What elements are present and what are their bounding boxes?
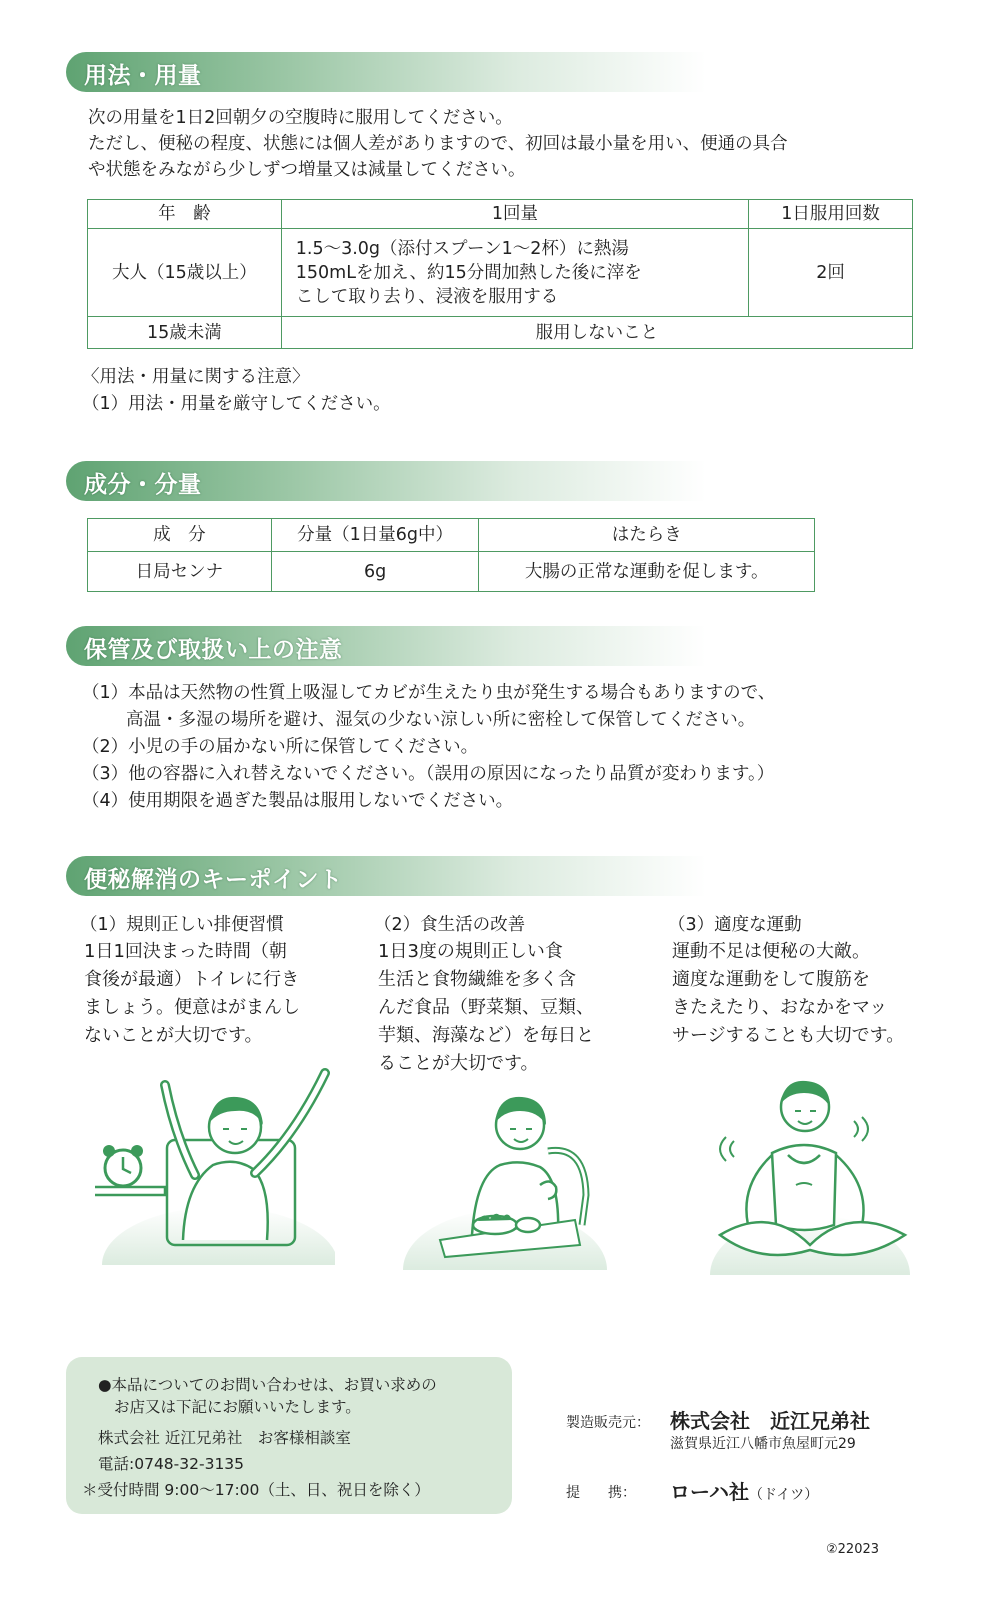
contact-box — [66, 1357, 512, 1514]
section-title: 便秘解消のキーポイント — [84, 867, 343, 893]
section-header-usage — [66, 52, 706, 92]
ingredients-table — [87, 518, 815, 592]
note-item: （1）用法・用量を厳守してください。 — [82, 394, 391, 414]
wake-up-woman-illustration — [95, 1065, 335, 1265]
keypoint-2 — [374, 912, 644, 1078]
table-cell: 大腸の正常な運動を促します。 — [479, 552, 815, 592]
document-code: ②22023 — [826, 1542, 880, 1557]
section-title: 用法・用量 — [84, 63, 202, 89]
table-cell: 15歳未満 — [88, 317, 282, 349]
keypoint-line: んだ食品（野菜類、豆類、 — [378, 997, 594, 1018]
usage-notes — [82, 364, 391, 418]
alarm-clock-icon — [103, 1145, 143, 1186]
keypoint-line: 1日3度の規則正しい食 — [378, 941, 563, 962]
storage-item: （3）他の容器に入れ替えないでください。（誤用の原因になったり品質が変わります。） — [82, 764, 775, 784]
dose-line: 1.5～3.0g（添付スプーン1～2杯）に熱湯 — [295, 238, 629, 259]
keypoint-title: （2）食生活の改善 — [374, 915, 526, 935]
keypoint-title: （1）規則正しい排便習慣 — [80, 915, 284, 935]
table-header: 1回量 — [281, 200, 748, 229]
contact-company: 株式会社 近江兄弟社 お客様相談室 — [98, 1429, 351, 1447]
adult-dose-cell — [281, 229, 748, 317]
table-header: 年 齢 — [88, 200, 282, 229]
storage-item: （2）小児の手の届かない所に保管してください。 — [82, 737, 479, 757]
partner-label: 提 携： — [566, 1485, 636, 1501]
keypoint-line: 1日1回決まった時間（朝 — [84, 941, 287, 962]
maker-label: 製造販売元： — [566, 1415, 650, 1431]
section-header-ingredients — [66, 461, 706, 501]
keypoint-line: 生活と食物繊維を多く含 — [378, 969, 576, 990]
keypoint-3 — [668, 912, 938, 1050]
keypoint-title: （3）適度な運動 — [668, 915, 802, 935]
table-header: はたらき — [479, 519, 815, 552]
table-cell: 2回 — [749, 229, 913, 317]
contact-line: ●本品についてのお問い合わせは、お買い求めの — [98, 1376, 437, 1394]
contact-phone: 電話:0748-32-3135 — [98, 1455, 245, 1473]
table-cell: 日局センナ — [88, 552, 272, 592]
table-header: 分量（1日量6g中） — [271, 519, 479, 552]
exercising-woman-illustration — [700, 1075, 920, 1275]
keypoint-1 — [80, 912, 350, 1050]
storage-notes — [82, 680, 775, 815]
dosage-table — [87, 199, 913, 349]
keypoint-line: ましょう。便意はがまんし — [84, 997, 300, 1018]
contact-hours: ＊受付時間 9:00～17:00（土、日、祝日を除く） — [82, 1481, 430, 1499]
section-title: 保管及び取扱い上の注意 — [84, 637, 343, 663]
table-header: 1日服用回数 — [749, 200, 913, 229]
keypoint-text — [672, 938, 938, 1050]
note-title: 〈用法・用量に関する注意〉 — [82, 367, 310, 387]
keypoint-text — [84, 938, 350, 1050]
keypoint-line: 食後が最適）トイレに行き — [84, 969, 300, 990]
section-header-storage — [66, 626, 706, 666]
contact-line: お店又は下記にお願いいたします。 — [114, 1398, 361, 1416]
eating-woman-illustration — [400, 1085, 610, 1270]
usage-intro-line: 次の用量を1日2回朝夕の空腹時に服用してください。 — [88, 108, 513, 128]
table-cell: 6g — [271, 552, 479, 592]
table-cell: 服用しないこと — [281, 317, 912, 349]
maker-name: 株式会社 近江兄弟社 — [670, 1409, 870, 1433]
keypoint-line: 芋類、海藻など）を毎日と — [378, 1025, 594, 1046]
partner-name — [670, 1476, 818, 1505]
keypoint-line: ることが大切です。 — [378, 1053, 539, 1074]
keypoint-line: サージすることも大切です。 — [672, 1025, 905, 1046]
keypoint-line: きたえたり、おなかをマッ — [672, 997, 888, 1018]
keypoint-text — [378, 938, 644, 1078]
storage-item: （4）使用期限を過ぎた製品は服用しないでください。 — [82, 791, 514, 811]
dose-line: 150mLを加え、約15分間加熱した後に滓を — [295, 262, 642, 283]
table-cell: 大人（15歳以上） — [88, 229, 282, 317]
partner-country: （ドイツ） — [749, 1487, 819, 1503]
section-title: 成分・分量 — [84, 472, 202, 498]
storage-item: （1）本品は天然物の性質上吸湿してカビが生えたり虫が発生する場合もありますので、 — [82, 683, 776, 703]
partner-name-text: ローハ社 — [670, 1480, 749, 1504]
maker-address: 滋賀県近江八幡市魚屋町元29 — [670, 1436, 856, 1452]
usage-intro-line: ただし、便秘の程度、状態には個人差がありますので、初回は最小量を用い、便通の具合 — [88, 134, 788, 154]
dose-line: こして取り去り、浸液を服用する — [295, 286, 559, 307]
keypoint-line: 適度な運動をして腹筋を — [672, 969, 870, 990]
table-header: 成 分 — [88, 519, 272, 552]
keypoint-line: 運動不足は便秘の大敵。 — [672, 941, 870, 962]
section-header-keypoints — [66, 856, 706, 896]
usage-intro — [88, 105, 788, 183]
usage-intro-line: や状態をみながら少しずつ増量又は減量してください。 — [88, 160, 526, 180]
storage-item: 高温・多湿の場所を避け、湿気の少ない涼しい所に密栓して保管してください。 — [126, 710, 756, 730]
keypoint-line: ないことが大切です。 — [84, 1025, 263, 1046]
